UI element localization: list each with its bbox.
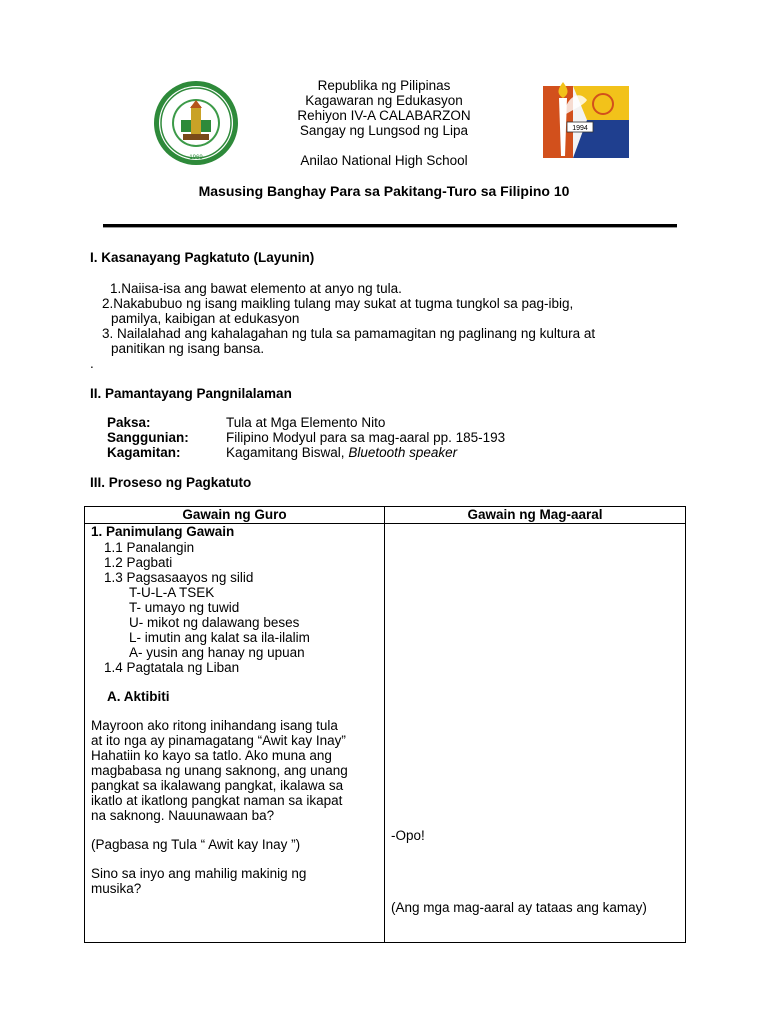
content-standards [107,415,505,460]
objective-line: 2.Nakabubuo ng isang maikling tulang may sukat at tugma tungkol sa pag-ibig, [102,296,574,311]
list-item: U- mikot ng dalawang beses [129,615,300,630]
paragraph-line: magbabasa ng unang saknong, ang unang [91,763,348,778]
title-divider-shadow [103,227,677,228]
objectives-list [90,281,690,371]
list-item: T-U-L-A TSEK [129,585,215,600]
header-line: Republika ng Pilipinas [317,78,451,93]
paragraph-line: ikatlo at ikatlong pangkat naman sa ikapat [91,793,343,808]
sanggunian-value: Filipino Modyul para sa mag-aaral pp. 185-193 [226,430,506,445]
list-item: T- umayo ng tuwid [129,600,240,615]
gawain-magaaral-header: Gawain ng Mag-aaral [385,507,686,524]
kagamitan-row [107,445,505,460]
header-line: Sangay ng Lungsod ng Lipa [299,123,469,138]
objective-line: 3. Nailalahad ang kahalagahan ng tula sa pamamagitan ng paglinang ng kultura at [102,326,596,341]
aktibiti-heading: A. Aktibiti [107,689,170,704]
student-reply: (Ang mga mag-aaral ay tataas ang kamay) [391,900,647,915]
objective-line: 1.Naiisa-isa ang bawat elemento at anyo ng tula. [110,281,402,296]
list-item: 1.4 Pagtatala ng Liban [104,660,240,675]
panimulang-gawain-heading: 1. Panimulang Gawain [91,524,235,539]
section-2-heading: II. Pamantayang Pangnilalaman [90,386,292,401]
kagamitan-label: Kagamitan: [107,445,181,460]
pagbasa-line: (Pagbasa ng Tula “ Awit kay Inay ”) [91,837,301,852]
gawain-guro-header: Gawain ng Guro [85,507,385,524]
student-activity-cell [385,524,686,943]
objective-line: panitikan ng isang bansa. [111,341,265,356]
paksa-row [107,415,505,430]
table-row [85,524,686,943]
teacher-activity-cell [85,524,385,943]
paksa-label: Paksa: [107,415,151,430]
list-item: 1.3 Pagsasaayos ng silid [104,570,254,585]
question-line: musika? [91,881,142,896]
objective-line: pamilya, kaibigan at edukasyon [111,311,300,326]
list-item: 1.1 Panalangin [104,540,195,555]
header-line: Kagawaran ng Edukasyon [305,93,463,108]
kagamitan-value-italic: Bluetooth speaker [348,445,458,460]
sanggunian-label: Sanggunian: [107,430,189,445]
paragraph-line: na saknong. Nauunawaan ba? [91,808,275,823]
list-item: A- yusin ang hanay ng upuan [129,645,305,660]
paragraph-line: Mayroon ako ritong inihandang isang tula [91,718,338,733]
objective-line: . [90,356,94,371]
table-header-row [85,507,686,524]
student-reply: -Opo! [391,828,425,843]
logo-year-text: 1994 [572,125,588,132]
sanggunian-row [107,430,505,445]
lesson-process-table [84,506,686,943]
list-item: 1.2 Pagbati [104,555,173,570]
header-line: Anilao National High School [300,153,468,168]
seal-year-text: 1969 [189,155,203,161]
document-header [0,78,768,168]
section-1-heading: I. Kasanayang Pagkatuto (Layunin) [90,250,315,265]
list-item: L- imutin ang kalat sa ila-ilalim [129,630,310,645]
kagamitan-value-plain: Kagamitang Biswal, [226,445,349,460]
paragraph-line: Hahatiin ko kayo sa tatlo. Ako muna ang [91,748,332,763]
paragraph-line: at ito nga ay pinamagatang “Awit kay Inay” [91,733,346,748]
header-line: Rehiyon IV-A CALABARZON [297,108,471,123]
section-3-heading: III. Proseso ng Pagkatuto [90,475,252,490]
paragraph-line: pangkat sa ikalawang pangkat, ikalawa sa [91,778,344,793]
paksa-value: Tula at Mga Elemento Nito [226,415,386,430]
kagamitan-value [226,445,457,460]
question-line: Sino sa inyo ang mahilig makinig ng [91,866,307,881]
header-line [0,138,768,153]
document-title: Masusing Banghay Para sa Pakitang-Turo sa Filipino 10 [198,183,570,199]
